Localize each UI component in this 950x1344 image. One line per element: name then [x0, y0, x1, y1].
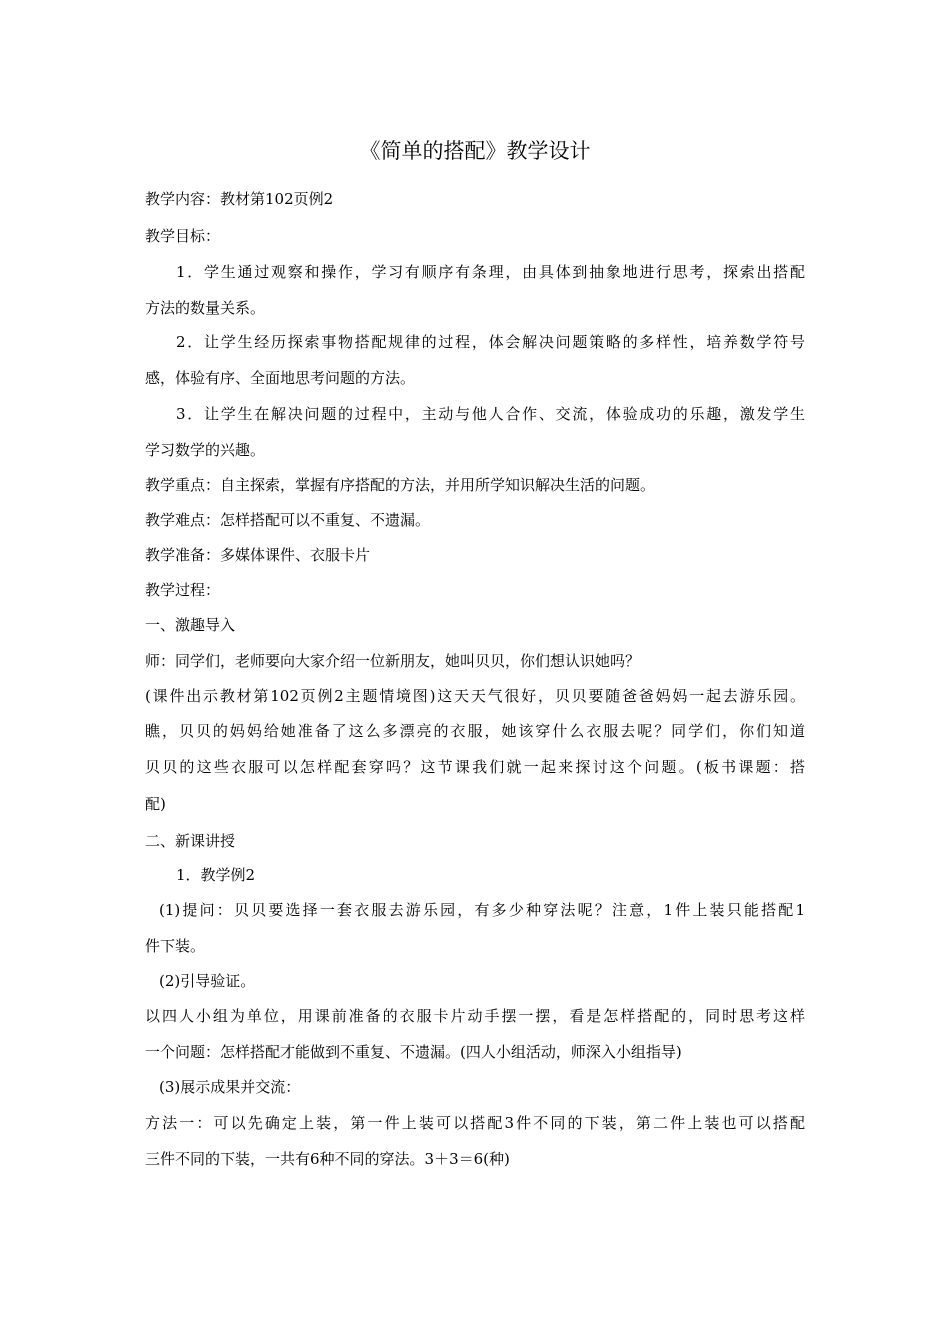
scene-line-2: 瞧，贝贝的妈妈给她准备了这么多漂亮的衣服，她该穿什么衣服去呢？同学们，你们知道 [145, 722, 805, 740]
verify-heading: (2)引导验证。 [159, 972, 256, 990]
goal-1-line-2: 方法的数量关系。 [145, 299, 266, 317]
method-1-line-1: 方法一：可以先确定上装，第一件上装可以搭配3件不同的下装，第二件上装也可以搭配 [145, 1114, 805, 1132]
section-1-heading: 一、激趣导入 [145, 616, 236, 634]
goal-1-line-1: 1．学生通过观察和操作，学习有顺序有条理，由具体到抽象地进行思考，探索出搭配 [176, 263, 805, 281]
document-title: 《简单的搭配》教学设计 [359, 139, 591, 163]
goal-2-line-2: 感，体验有序、全面地思考问题的方法。 [145, 369, 416, 387]
goal-3-line-1: 3．让学生在解决问题的过程中，主动与他人合作、交流，体验成功的乐趣，激发学生 [176, 405, 805, 423]
section-2-heading: 二、新课讲授 [145, 832, 236, 850]
teacher-intro-line: 师：同学们，老师要向大家介绍一位新朋友，她叫贝贝，你们想认识她吗？ [145, 652, 641, 670]
goal-3-line-2: 学习数学的兴趣。 [145, 441, 266, 459]
example-2-heading: 1．教学例2 [176, 866, 256, 884]
group-activity-line-2: 一个问题：怎样搭配才能做到不重复、不遗漏。(四人小组活动，师深入小组指导) [145, 1043, 682, 1061]
scene-line-4: 配) [145, 795, 166, 813]
key-point-line: 教学重点：自主探索，掌握有序搭配的方法，并用所学知识解决生活的问题。 [145, 476, 656, 494]
question-line-1: (1)提问：贝贝要选择一套衣服去游乐园，有多少种穿法呢？注意，1件上装只能搭配1 [159, 901, 805, 919]
scene-line-1: (课件出示教材第102页例2主题情境图)这天天气很好，贝贝要随爸爸妈妈一起去游乐园。 [145, 687, 805, 705]
process-heading: 教学过程： [145, 581, 221, 599]
scene-line-3: 贝贝的这些衣服可以怎样配套穿吗？这节课我们就一起来探讨这个问题。(板书课题：搭 [145, 758, 805, 776]
method-1-line-2: 三件不同的下装，一共有6种不同的穿法。3＋3＝6(种) [145, 1150, 510, 1168]
goal-2-line-1: 2．让学生经历探索事物搭配规律的过程，体会解决问题策略的多样性，培养数学符号 [176, 333, 805, 351]
preparation-line: 教学准备：多媒体课件、衣服卡片 [145, 546, 371, 564]
teaching-goals-heading: 教学目标： [145, 227, 221, 245]
difficulty-line: 教学难点：怎样搭配可以不重复、不遗漏。 [145, 511, 431, 529]
teaching-content-line: 教学内容：教材第102页例2 [145, 190, 334, 208]
share-heading: (3)展示成果并交流： [159, 1078, 301, 1096]
question-line-2: 件下装。 [145, 937, 206, 955]
group-activity-line-1: 以四人小组为单位，用课前准备的衣服卡片动手摆一摆，看是怎样搭配的，同时思考这样 [145, 1007, 805, 1025]
